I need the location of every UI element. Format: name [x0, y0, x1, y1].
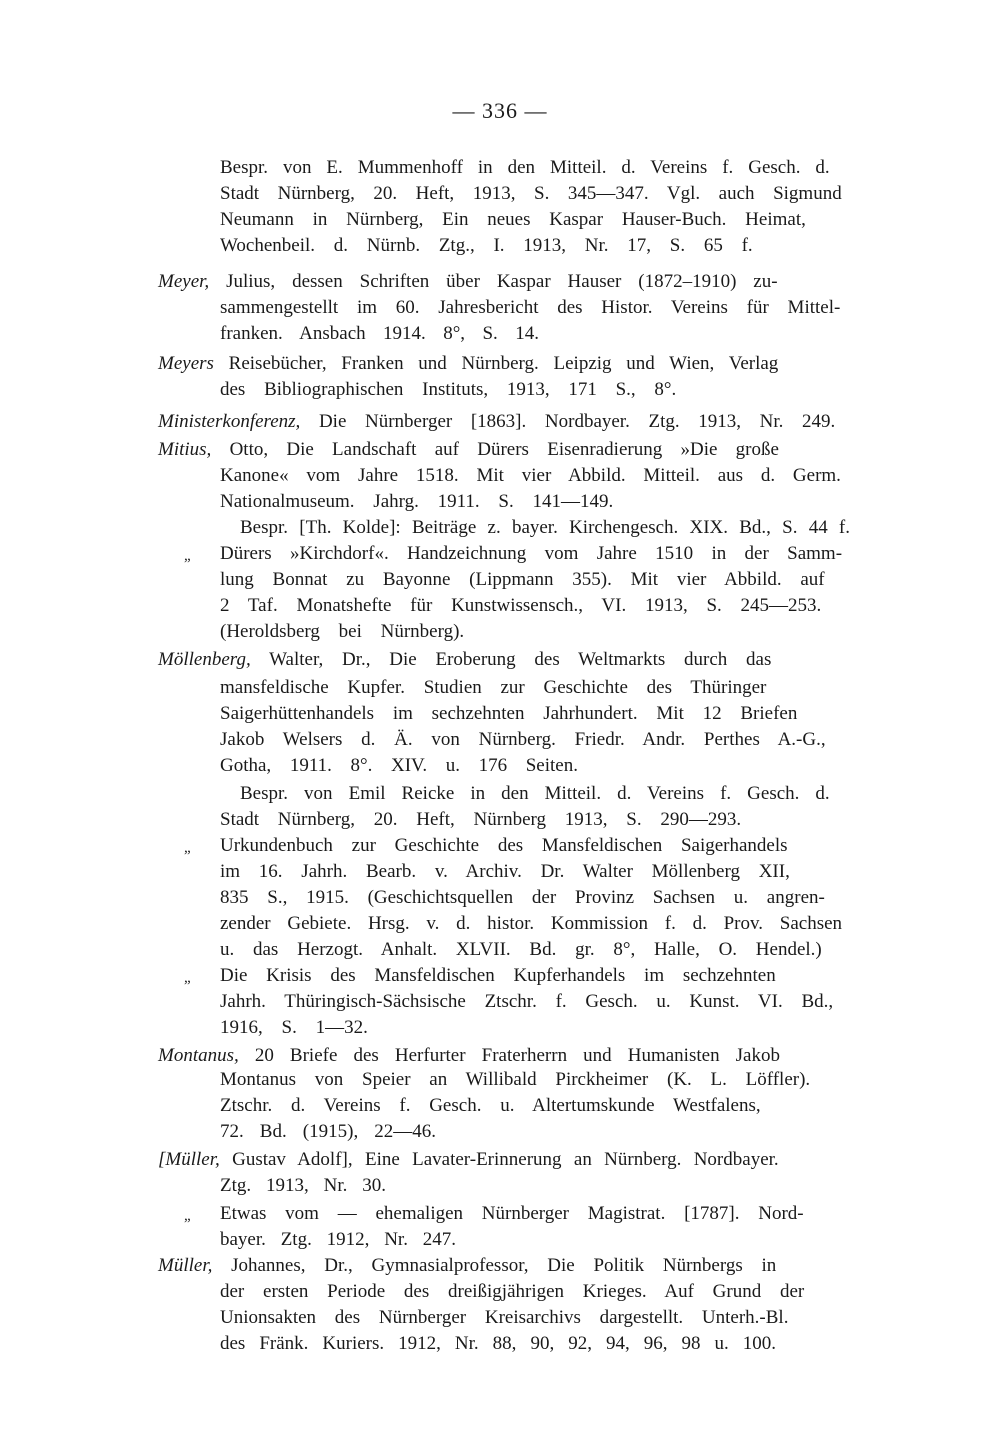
line-text: Bespr. von E. Mummenhoff in den Mitteil. d. Vereins f. Gesch. d. [220, 157, 830, 178]
text-line [220, 676, 766, 700]
line-text: 835 S., 1915. (Geschichtsquellen der Provinz Sachsen u. angren- [220, 887, 825, 908]
text-line [220, 990, 833, 1014]
entry-author: Meyer, [158, 271, 210, 292]
line-text: Jakob Welsers d. Ä. von Nürnberg. Friedr. Andr. Perthes A.-G., [220, 729, 826, 750]
line-text: 20 Briefe des Herfurter Fraterherrn und Humanisten Jakob [254, 1045, 780, 1066]
line-text: der ersten Periode des dreißigjährigen Krieges. Auf Grund der [220, 1281, 805, 1302]
text-line [220, 568, 825, 592]
entry-author: Müller, [158, 1255, 213, 1276]
page-number: — 336 — [452, 98, 548, 123]
line-text: Unionsakten des Nürnberger Kreisarchivs dargestellt. Unterh.-Bl. [220, 1307, 789, 1328]
text-line [220, 1202, 804, 1226]
line-text: Reisebücher, Franken und Nürnberg. Leipzig und Wien, Verlag [228, 353, 779, 374]
line-text: Gotha, 1911. 8°. XIV. u. 176 Seiten. [220, 755, 578, 776]
line-text: u. das Herzogt. Anhalt. XLVII. Bd. gr. 8°, Halle, O. Hendel.) [220, 939, 822, 960]
text-line [220, 938, 822, 962]
line-text: Nationalmuseum. Jahrg. 1911. S. 141—149. [220, 491, 614, 512]
text-line [220, 964, 776, 988]
line-text: Gustav Adolf], Eine Lavater-Erinnerung an Nürnberg. Nordbayer. [232, 1149, 779, 1170]
ditto-mark: „ [184, 1208, 191, 1224]
text-line [220, 322, 539, 346]
text-line [220, 1174, 386, 1198]
line-text: mansfeldische Kupfer. Studien zur Geschichte des Thüringer [220, 677, 767, 698]
text-line [220, 1306, 788, 1330]
entry-heading-line [158, 270, 778, 294]
line-text: des Bibliographischen Instituts, 1913, 171 S., 8°. [220, 379, 677, 400]
text-line [220, 728, 826, 752]
line-text: Jahrh. Thüringisch-Sächsische Ztschr. f. Gesch. u. Kunst. VI. Bd., [220, 991, 834, 1012]
line-text: Bespr. von Emil Reicke in den Mitteil. d. Vereins f. Gesch. d. [240, 783, 830, 804]
line-text: Otto, Die Landschaft auf Dürers Eisenradierung »Die große [229, 439, 779, 460]
entry-heading-line [158, 1148, 779, 1172]
line-text: Stadt Nürnberg, 20. Heft, 1913, S. 345—347. Vgl. auch Sigmund [220, 183, 842, 204]
line-text: Montanus von Speier an Willibald Pirckheimer (K. L. Löffler). [220, 1069, 811, 1090]
entry-author: Möllenberg, [158, 649, 251, 670]
line-text: Julius, dessen Schriften über Kaspar Hauser (1872–1910) zu- [226, 271, 778, 292]
text-line [220, 912, 842, 936]
text-line [220, 1094, 761, 1118]
text-line [220, 754, 578, 778]
text-line [220, 808, 741, 832]
entry-heading-line [158, 1044, 780, 1068]
line-text: Ztg. 1913, Nr. 30. [220, 1175, 386, 1196]
text-line [220, 208, 806, 232]
line-text: Ztschr. d. Vereins f. Gesch. u. Altertumskunde Westfalens, [220, 1095, 761, 1116]
line-text: Johannes, Dr., Gymnasialprofessor, Die Politik Nürnbergs in [231, 1255, 777, 1276]
line-text: Dürers »Kirchdorf«. Handzeichnung vom Jahre 1510 in der Samm- [220, 543, 843, 564]
line-text: 1916, S. 1—32. [220, 1017, 368, 1038]
line-text: Saigerhüttenhandels im sechzehnten Jahrhundert. Mit 12 Briefen [220, 703, 798, 724]
text-line [220, 1280, 804, 1304]
line-text: franken. Ansbach 1914. 8°, S. 14. [220, 323, 539, 344]
line-text: Walter, Dr., Die Eroberung des Weltmarkts durch das [269, 649, 772, 670]
entry-heading-line [158, 352, 778, 376]
line-text: Urkundenbuch zur Geschichte des Mansfeldischen Saigerhandels [220, 835, 788, 856]
entry-author: Ministerkonferenz, [158, 411, 301, 432]
text-line [220, 378, 676, 402]
text-line [220, 296, 840, 320]
ditto-mark: „ [184, 548, 191, 564]
text-line [220, 886, 825, 910]
ditto-mark: „ [184, 840, 191, 856]
text-line [220, 1332, 776, 1356]
text-line [220, 594, 821, 618]
text-line [220, 1016, 368, 1040]
entry-heading-line [158, 1254, 776, 1278]
text-line [220, 464, 841, 488]
text-line [220, 1068, 810, 1092]
line-text: Etwas vom — ehemaligen Nürnberger Magistrat. [1787]. Nord- [220, 1203, 804, 1224]
text-line [220, 542, 842, 566]
text-line [220, 834, 788, 858]
entry-author: [Müller, [158, 1149, 220, 1170]
text-line [220, 234, 753, 258]
line-text: im 16. Jahrh. Bearb. v. Archiv. Dr. Walter Möllenberg XII, [220, 861, 790, 882]
line-text: 2 Taf. Monatshefte für Kunstwissensch., VI. 1913, S. 245—253. [220, 595, 822, 616]
text-line [220, 182, 842, 206]
text-line [220, 702, 797, 726]
text-line [220, 490, 613, 514]
text-line [240, 516, 850, 540]
entry-heading-line [158, 410, 835, 434]
entry-author: Mitius, [158, 439, 212, 460]
line-text: bayer. Ztg. 1912, Nr. 247. [220, 1229, 457, 1250]
line-text: Bespr. [Th. Kolde]: Beiträge z. bayer. Kirchengesch. XIX. Bd., S. 44 f. [240, 517, 851, 538]
line-text: lung Bonnat zu Bayonne (Lippmann 355). Mit vier Abbild. auf [220, 569, 825, 590]
text-line [220, 620, 464, 644]
entry-heading-line [158, 648, 771, 672]
line-text: des Fränk. Kuriers. 1912, Nr. 88, 90, 92, 94, 96, 98 u. 100. [220, 1333, 777, 1354]
line-text: Wochenbeil. d. Nürnb. Ztg., I. 1913, Nr. 17, S. 65 f. [220, 235, 753, 256]
line-text: Kanone« vom Jahre 1518. Mit vier Abbild. Mitteil. aus d. Germ. [220, 465, 841, 486]
line-text: Die Nürnberger [1863]. Nordbayer. Ztg. 1913, Nr. 249. [318, 411, 836, 432]
text-line [220, 156, 830, 180]
text-line [220, 860, 790, 884]
text-line [240, 782, 830, 806]
line-text: (Heroldsberg bei Nürnberg). [220, 621, 465, 642]
text-line [220, 1120, 436, 1144]
line-text: 72. Bd. (1915), 22—46. [220, 1121, 437, 1142]
entry-heading-line [158, 438, 779, 462]
ditto-mark: „ [184, 970, 191, 986]
entry-author: Montanus, [158, 1045, 239, 1066]
line-text: zender Gebiete. Hrsg. v. d. histor. Kommission f. d. Prov. Sachsen [220, 913, 843, 934]
line-text: Die Krisis des Mansfeldischen Kupferhandels im sechzehnten [220, 965, 776, 986]
line-text: sammengestellt im 60. Jahresbericht des Histor. Vereins für Mittel- [220, 297, 841, 318]
text-line [220, 1228, 456, 1252]
line-text: Neumann in Nürnberg, Ein neues Kaspar Hauser-Buch. Heimat, [220, 209, 806, 230]
entry-author: Meyers [158, 353, 214, 374]
line-text: Stadt Nürnberg, 20. Heft, Nürnberg 1913, S. 290—293. [220, 809, 742, 830]
